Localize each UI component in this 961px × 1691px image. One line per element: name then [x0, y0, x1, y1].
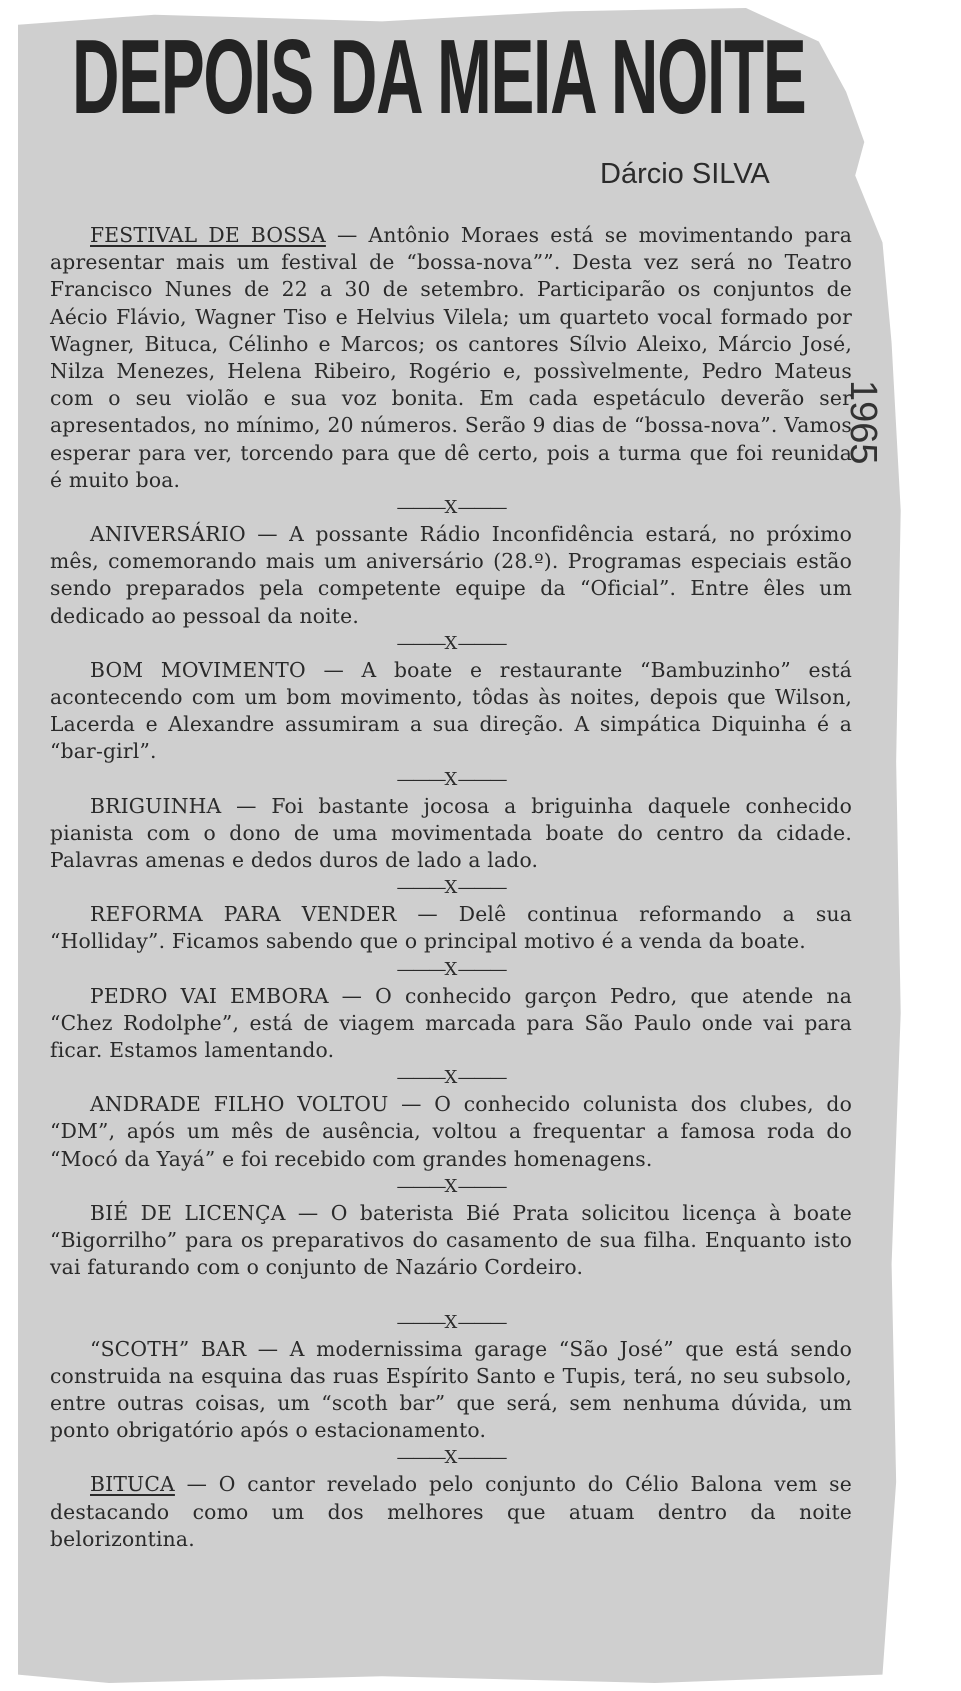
byline: Dárcio SILVA [600, 158, 770, 190]
item-title: PEDRO VAI EMBORA [90, 983, 329, 1008]
news-item-pedro [50, 983, 852, 1065]
item-title: FESTIVAL DE BOSSA [90, 223, 326, 247]
news-item-andrade [50, 1091, 852, 1173]
handwritten-year: 1965 [842, 380, 884, 465]
item-title: REFORMA PARA VENDER [90, 902, 397, 927]
item-text: — A boate e restaurante “Bambuzinho” está acontecendo com um bom movimento, tôdas às noites, depois que Wilson, Lacerda e Alexandre assumiram a sua direção. A simpática Diquinha é a “bar-girl”. [50, 657, 852, 764]
item-text: — O baterista Bié Prata solicitou licença à boate “Bigorrilho” para os preparativos do casamento de sua filha. Enquanto isto vai faturando com o conjunto de Nazário Cordeiro. [50, 1200, 852, 1280]
item-title: ANDRADE FILHO VOLTOU [90, 1092, 389, 1117]
item-text: — O conhecido garçon Pedro, que atende na “Chez Rodolphe”, está de viagem marcada para São Paulo onde vai para ficar. Estamos lamentando. [50, 983, 852, 1063]
item-title: BRIGUINHA [90, 793, 222, 818]
item-text: — Foi bastante jocosa a briguinha daquele conhecido pianista com o dono de uma movimentada boate do centro da cidade. Palavras amenas e dedos duros de lado a lado. [50, 793, 852, 873]
news-item-bituca [50, 1471, 852, 1553]
item-text: — O cantor revelado pelo conjunto do Célio Balona vem se destacando como um dos melhores que atuam dentro da noite belorizontina. [50, 1472, 852, 1551]
news-item-briguinha [50, 793, 852, 875]
separator: ——— X ——— [50, 766, 852, 793]
separator: ——— X ——— [50, 1309, 852, 1336]
separator: ——— X ——— [50, 874, 852, 901]
item-text: — A possante Rádio Inconfidência estará, no próximo mês, comemorando mais um aniversário (28.º). Programas especiais estão sendo preparados pela competente equipe da “Oficial”. Entre êles um dedicado ao pessoal da noite. [50, 522, 852, 628]
item-title: “SCOTH” BAR [90, 1336, 247, 1361]
news-item-bom-movimento [50, 657, 852, 766]
headline: DEPOIS DA MEIA NOITE [72, 18, 806, 136]
column-body [50, 222, 852, 1553]
news-item-aniversario [50, 521, 852, 630]
news-item-festival [50, 222, 852, 494]
item-title: BITUCA [90, 1472, 175, 1497]
separator: ——— X ——— [50, 1064, 852, 1091]
separator: ——— X ——— [50, 494, 852, 521]
news-item-scoth-bar [50, 1336, 852, 1445]
item-title: BIÉ DE LICENÇA [90, 1200, 286, 1225]
item-text: — Antônio Moraes está se movimentando para apresentar mais um festival de “bossa-nova””. Desta vez será no Teatro Francisco Nunes de 22 a 30 de setembro. Participarão os conjuntos de Aécio Flávio, Wagner Tiso e Helvius Vilela; um quarteto vocal formado por Wagner, Bituca, Célinho e Marcos; os cantores Sílvio Aleixo, Márcio José, Nilza Menezes, Helena Ribeiro, Rogério e, possìvelmente, Pedro Mateus com o seu violão e sua voz bonita. Em cada espetáculo deverão ser apresentados, no mínimo, 20 números. Serão 9 dias de “bossa-nova”. Vamos esperar para ver, torcendo para que dê certo, pois a turma que foi reunida é muito boa. [50, 223, 852, 492]
separator: ——— X ——— [50, 630, 852, 657]
news-item-reforma [50, 901, 852, 955]
separator: ——— X ——— [50, 956, 852, 983]
item-text: — Delê continua reformando a sua “Holliday”. Ficamos sabendo que o principal motivo é a venda da boate. [50, 902, 852, 954]
news-item-bie [50, 1200, 852, 1282]
item-title: ANIVERSÁRIO [90, 522, 246, 547]
item-text: — A modernissima garage “São José” que está sendo construida na esquina das ruas Espírito Santo e Tupis, terá, no seu subsolo, entre outras coisas, um “scoth bar” que será, sem nenhuma dúvida, um ponto obrigatório após o estacionamento. [50, 1336, 852, 1443]
item-text: — O conhecido colunista dos clubes, do “DM”, após um mês de ausência, voltou a frequentar a famosa roda do “Mocó da Yayá” e foi recebido com grandes homenagens. [50, 1092, 852, 1171]
separator: ——— X ——— [50, 1444, 852, 1471]
item-title: BOM MOVIMENTO [90, 657, 306, 682]
separator: ——— X ——— [50, 1173, 852, 1200]
